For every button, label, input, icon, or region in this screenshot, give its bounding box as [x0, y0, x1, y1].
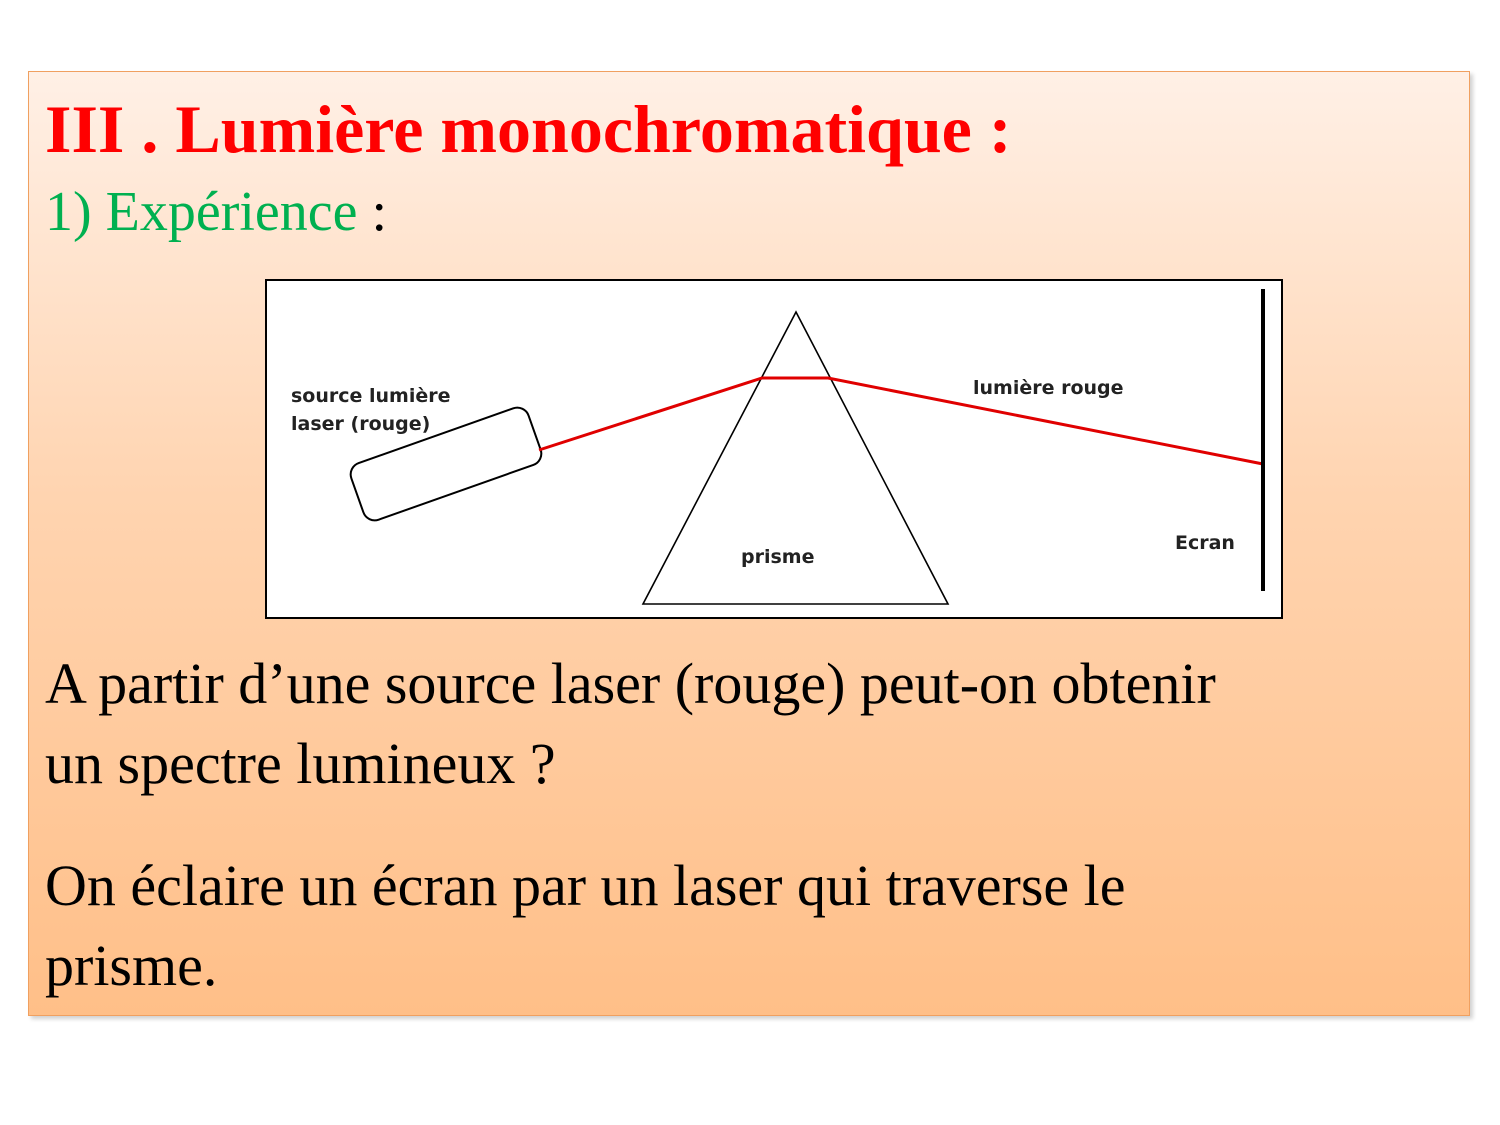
- screen-label: Ecran: [1175, 532, 1235, 554]
- laser-beam: [539, 378, 1263, 464]
- paragraph-question-line2: un spectre lumineux ?: [45, 731, 556, 796]
- source-label-line2: laser (rouge): [291, 412, 431, 435]
- paragraph-description-line1: On éclaire un écran par un laser qui traverse le: [45, 853, 1126, 918]
- section-subtitle: [45, 180, 387, 244]
- prism-label: prisme: [741, 546, 815, 568]
- source-label-line1: source lumière: [291, 385, 451, 407]
- source-label: [291, 383, 451, 438]
- subtitle-colon: :: [357, 181, 388, 243]
- prism-experiment-diagram: [265, 279, 1283, 619]
- paragraph-description: [45, 846, 1455, 1006]
- paragraph-description-line2: prisme.: [45, 933, 218, 998]
- slide-title: III . Lumière monochromatique :: [45, 91, 1012, 167]
- paragraph-question: [45, 644, 1455, 804]
- paragraph-question-line1: A partir d’une source laser (rouge) peut-on obtenir: [45, 651, 1216, 716]
- subtitle-number: 1) Expérience: [45, 181, 358, 243]
- slide-content-box: [28, 71, 1470, 1016]
- beam-label: lumière rouge: [973, 377, 1124, 399]
